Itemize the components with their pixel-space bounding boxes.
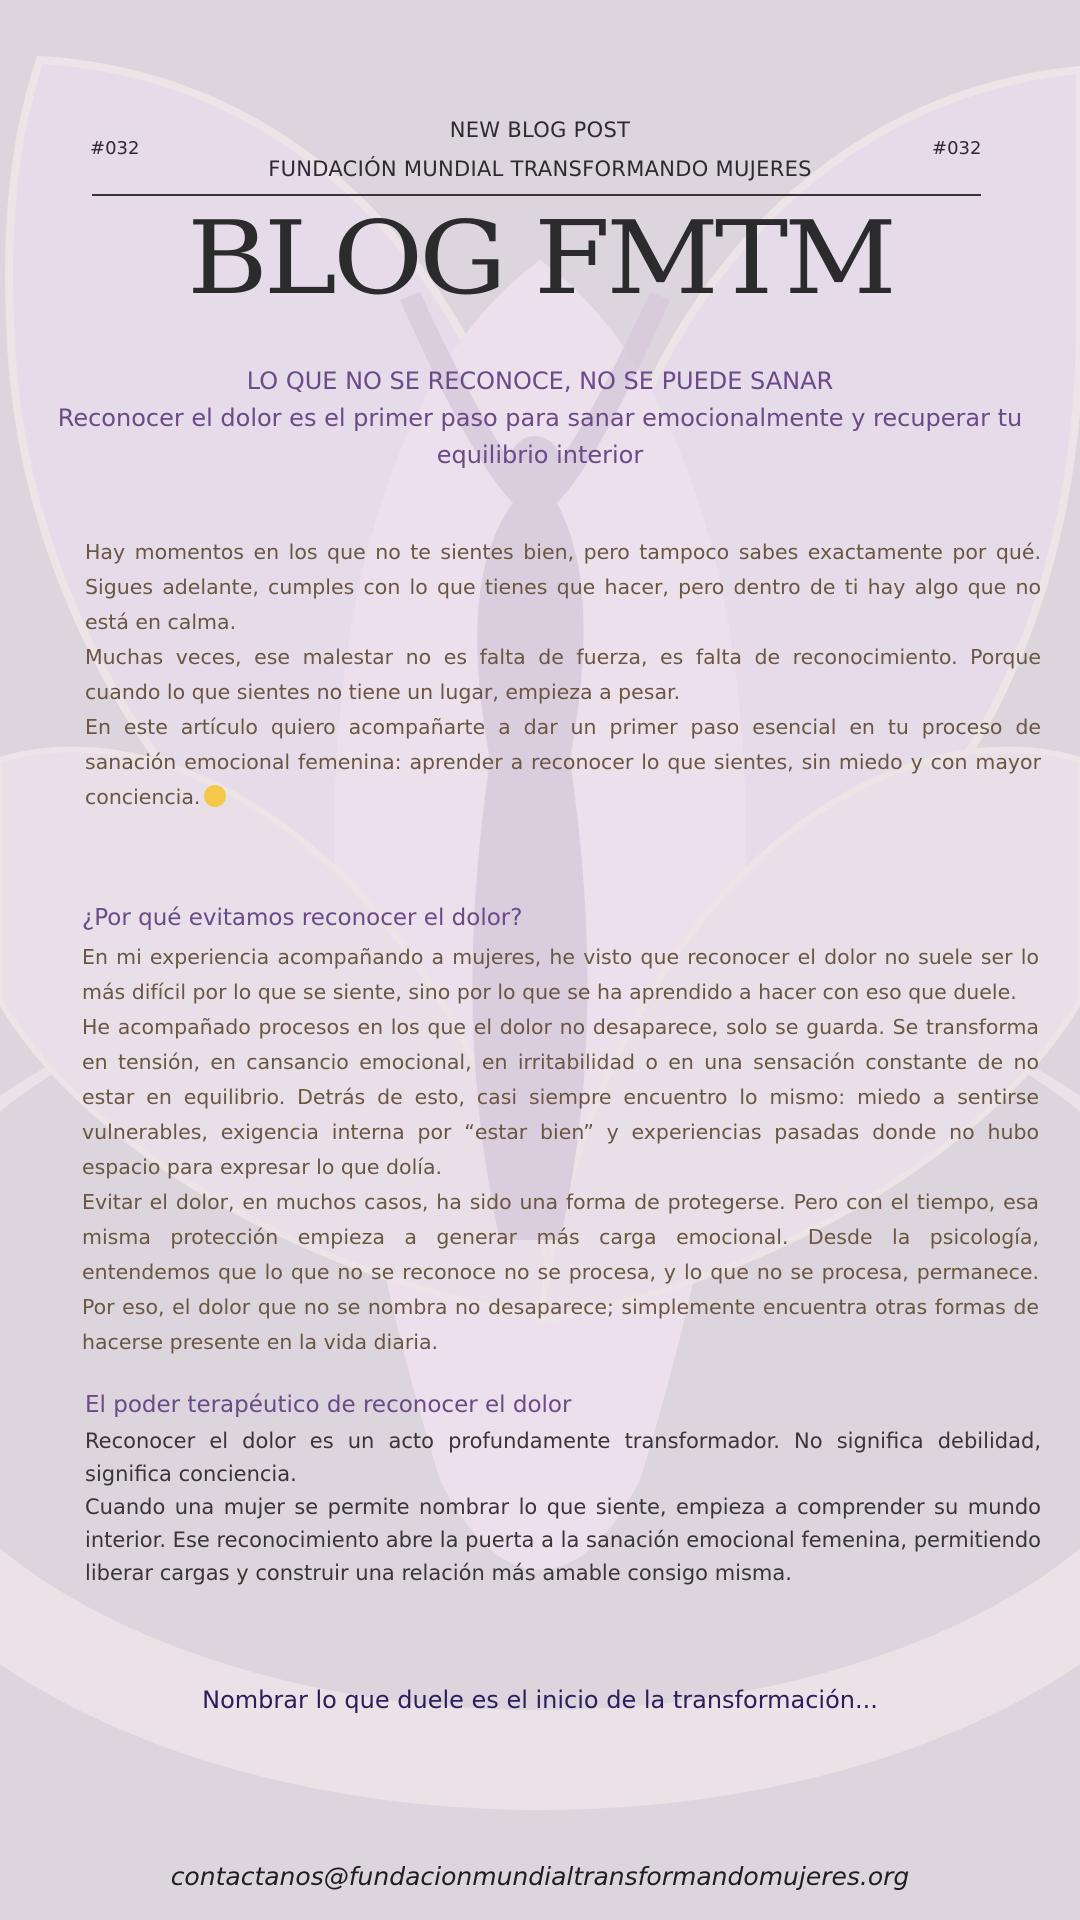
article-title: LO QUE NO SE RECONOCE, NO SE PUEDE SANAR bbox=[246, 367, 834, 395]
intro-paragraph-2: Muchas veces, ese malestar no es falta de fuerza, es falta de reconocimiento. Porque cuando lo que sientes no tiene un lugar, empieza a pesar. bbox=[85, 645, 1041, 704]
issue-number-right: #032 bbox=[932, 138, 982, 159]
section2-paragraph-1: Reconocer el dolor es un acto profundamente transformador. No significa debilidad, significa conciencia. bbox=[85, 1429, 1041, 1486]
section-therapeutic-body bbox=[85, 1425, 1041, 1590]
section-heading-therapeutic-power: El poder terapéutico de reconocer el dolor bbox=[85, 1392, 572, 1418]
article-subtitle: Reconocer el dolor es el primer paso para sanar emocionalmente y recuperar tu equilibrio interior bbox=[57, 404, 1023, 469]
kicker-new-blog-post: NEW BLOG POST bbox=[449, 118, 631, 142]
section1-paragraph-2: He acompañado procesos en los que el dolor no desaparece, solo se guarda. Se transforma en tensión, en cansancio emocional, en irritabilidad o en una sensación constante de no estar en equilibrio. Detrás de esto, casi siempre encuentro lo mismo: miedo a sentirse vulnerables, exigencia interna por “estar bien” y experiencias pasadas donde no hubo espacio para expresar lo que dolía. bbox=[82, 1015, 1039, 1179]
section1-paragraph-3: Evitar el dolor, en muchos casos, ha sido una forma de protegerse. Pero con el tiempo, esa misma protección empieza a generar más carga emocional. Desde la psicología, entendemos que lo que no se reconoce no se procesa, y lo que no se procesa, permanece. Por eso, el dolor que no se nombra no desaparece; simplemente encuentra otras formas de hacerse presente en la vida diaria. bbox=[82, 1190, 1039, 1354]
intro-paragraph-1: Hay momentos en los que no te sientes bien, pero tampoco sabes exactamente por qué. Sigues adelante, cumples con lo que tienes que hacer, pero dentro de ti hay algo que no está en calma. bbox=[85, 540, 1041, 634]
section2-paragraph-2: Cuando una mujer se permite nombrar lo que siente, empieza a comprender su mundo interior. Ese reconocimiento abre la puerta a la sanación emocional femenina, permitiendo liberar cargas y construir una relación más amable consigo misma. bbox=[85, 1495, 1042, 1585]
issue-number-left: #032 bbox=[90, 138, 140, 159]
closing-line: Nombrar lo que duele es el inicio de la transformación... bbox=[202, 1686, 878, 1714]
intro-paragraph-3-wrap bbox=[85, 710, 1041, 815]
section-avoid-pain-body bbox=[82, 940, 1039, 1360]
intro-paragraph-3: En este artículo quiero acompañarte a dar un primer paso esencial en tu proceso de sanación emocional femenina: aprender a reconocer lo que sientes, sin miedo y con mayor conciencia. bbox=[85, 715, 1041, 809]
header-divider bbox=[92, 194, 981, 196]
masthead-title: BLOG FMTM bbox=[187, 199, 893, 317]
kicker-foundation-name: FUNDACIÓN MUNDIAL TRANSFORMANDO MUJERES bbox=[268, 157, 812, 181]
intro-section bbox=[85, 535, 1041, 815]
yellow-heart-icon bbox=[204, 785, 226, 807]
section1-paragraph-1: En mi experiencia acompañando a mujeres, he visto que reconocer el dolor no suele ser lo más difícil por lo que se siente, sino por lo que se ha aprendido a hacer con eso que duele. bbox=[82, 945, 1039, 1004]
article-headline bbox=[40, 363, 1040, 474]
contact-email-link[interactable]: contactanos@fundacionmundialtransformandomujeres.org bbox=[170, 1862, 910, 1891]
section-heading-avoid-pain: ¿Por qué evitamos reconocer el dolor? bbox=[82, 905, 523, 931]
